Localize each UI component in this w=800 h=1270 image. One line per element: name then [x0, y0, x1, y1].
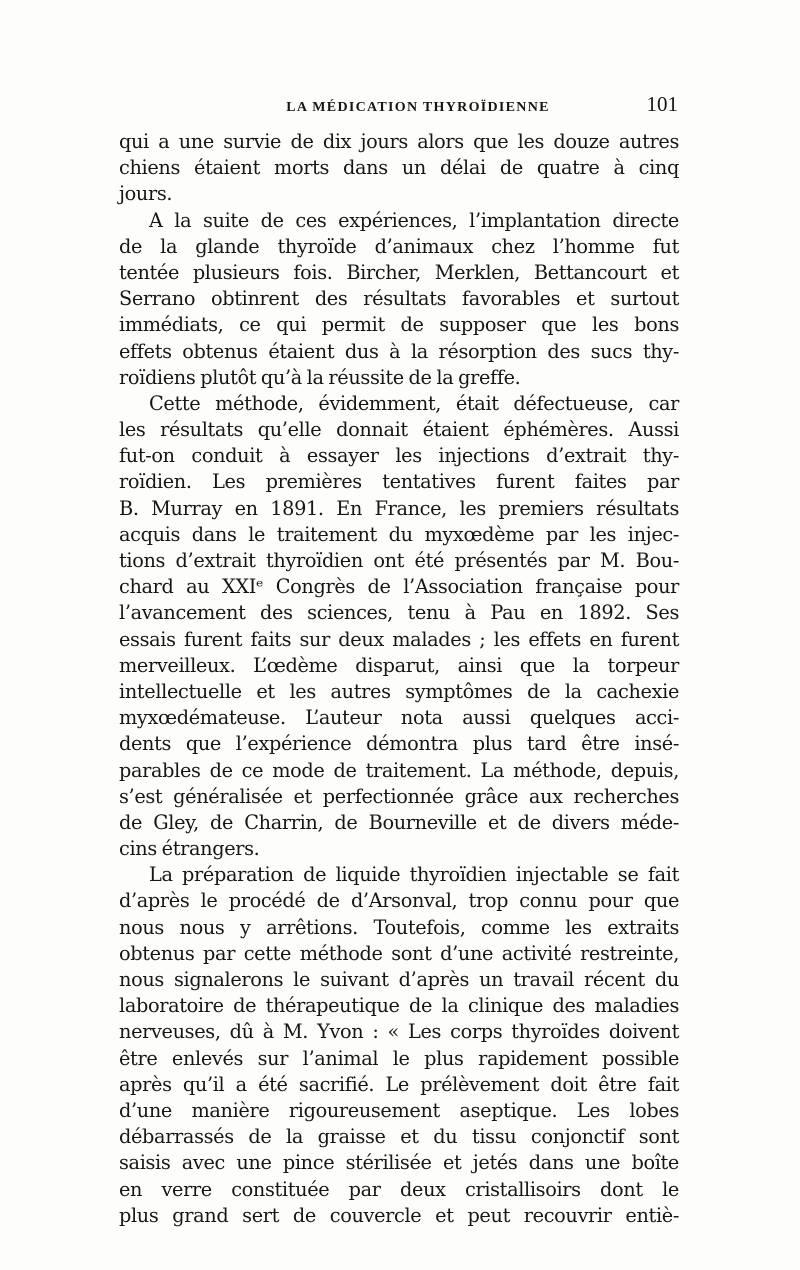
text-line: roïdiens plutôt qu’à la réussite de la greffe. [119, 365, 521, 389]
text-line: intellectuelle et les autres symptômes de la cachexie [119, 679, 679, 703]
text-line: nerveuses, dû à M. Yvon : « Les corps thyroïdes doivent [119, 1020, 679, 1044]
text-line: chard au XXIᵉ Congrès de l’Association française pour [119, 575, 679, 599]
text-line: cins étrangers. [119, 837, 260, 861]
running-header [118, 92, 678, 122]
text-line: effets obtenus étaient dus à la résorption des sucs thy- [119, 339, 679, 363]
text-line: merveilleux. L’œdème disparut, ainsi que la torpeur [119, 653, 679, 677]
text-line: tentée plusieurs fois. Bircher, Merklen, Bettancourt et [119, 260, 679, 284]
text-line: qui a une survie de dix jours alors que les douze autres [119, 130, 679, 153]
text-line: immédiats, ce qui permit de supposer que les bons [119, 313, 679, 337]
text-line: s’est généralisée et perfectionnée grâce aux recherches [119, 784, 679, 808]
text-line: essais furent faits sur deux malades ; les effets en furent [119, 627, 679, 651]
page-number: 101 [646, 92, 678, 116]
text-line: B. Murray en 1891. En France, les premiers résultats [119, 496, 679, 520]
body-text [119, 129, 679, 1229]
text-line: d’une manière rigoureusement aseptique. Les lobes [119, 1098, 679, 1122]
text-line: tions d’extrait thyroïdien ont été présentés par M. Bou- [119, 549, 679, 572]
text-line: acquis dans le traitement du myxœdème par les injec- [119, 522, 679, 546]
text-line: d’après le procédé de d’Arsonval, trop connu pour que [119, 889, 679, 913]
text-line: fut-on conduit à essayer les injections d’extrait thy- [119, 444, 679, 468]
text-line: nous signalerons le suivant d’après un travail récent du [119, 968, 679, 991]
text-line: chiens étaient morts dans un délai de quatre à cinq [119, 156, 679, 180]
text-line: jours. [119, 182, 173, 206]
text-line: de Gley, de Charrin, de Bourneville et de divers méde- [119, 810, 679, 834]
text-line: myxœdémateuse. L’auteur nota aussi quelques acci- [119, 706, 679, 730]
text-line: roïdien. Les premières tentatives furent faites par [119, 470, 679, 494]
text-line: saisis avec une pince stérilisée et jetés dans une boîte [119, 1151, 679, 1175]
paragraph-start-line: Cette méthode, évidemment, était défectueuse, car [149, 391, 679, 415]
text-line: plus grand sert de couvercle et peut recouvrir entiè- [119, 1203, 679, 1227]
text-line: en verre constituée par deux cristallisoirs dont le [119, 1177, 679, 1201]
text-line: après qu’il a été sacrifié. Le prélèvement doit être fait [119, 1072, 679, 1096]
text-line: l’avancement des sciences, tenu à Pau en 1892. Ses [119, 601, 679, 625]
text-line: de la glande thyroïde d’animaux chez l’homme fut [119, 234, 679, 258]
text-line: obtenus par cette méthode sont d’une activité restreinte, [119, 941, 679, 965]
paragraph-start-line: A la suite de ces expériences, l’implantation directe [149, 208, 679, 232]
text-line: parables de ce mode de traitement. La méthode, depuis, [119, 758, 679, 782]
text-line: les résultats qu’elle donnait étaient éphémères. Aussi [119, 418, 679, 442]
text-line: dents que l’expérience démontra plus tard être insé- [119, 732, 679, 756]
paragraph-start-line: La préparation de liquide thyroïdien injectable se fait [149, 863, 679, 887]
text-line: laboratoire de thérapeutique de la clinique des maladies [119, 994, 679, 1018]
text-line: Serrano obtinrent des résultats favorables et surtout [119, 287, 679, 311]
text-line: débarrassés de la graisse et du tissu conjonctif sont [119, 1125, 679, 1149]
text-line: être enlevés sur l’animal le plus rapidement possible [119, 1046, 679, 1070]
text-line: nous nous y arrêtions. Toutefois, comme les extraits [119, 915, 679, 939]
chapter-title: LA MÉDICATION THYROÏDIENNE [286, 100, 550, 115]
